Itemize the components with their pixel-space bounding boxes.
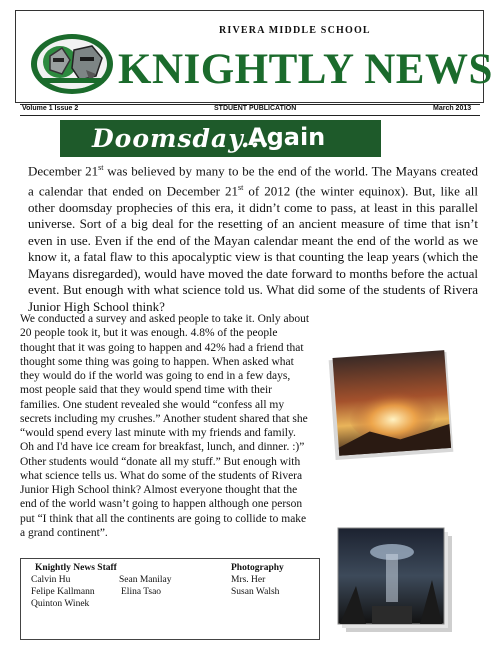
masthead-title: KNIGHTLY NEWS: [118, 46, 493, 93]
issue-info: [20, 105, 480, 115]
intro-text: December 21: [28, 163, 99, 179]
divider: [20, 104, 480, 105]
headline-doomsday: Doomsday...: [92, 124, 271, 153]
staff-box: [20, 558, 320, 640]
headline-again: Again: [248, 123, 326, 151]
intro-paragraph: [28, 160, 478, 315]
staff-name: Elina Tsao: [121, 587, 162, 597]
photographer-name: Susan Walsh: [231, 587, 280, 597]
knight-logo-icon: [30, 30, 114, 96]
photographer-name: Mrs. Her: [231, 575, 266, 585]
intro-text: was believed by many to be the end of the world. The Mayans created a calendar that ended on December 21: [28, 163, 478, 199]
staff-name: Sean Manilay: [119, 575, 172, 585]
staff-name: Quinton Winek: [31, 599, 90, 609]
superscript: st: [98, 163, 104, 172]
dark-scene-image-icon: [336, 526, 458, 640]
article-body: We conducted a survey and asked people to take it. Only about 20 people took it, but it was enough. 4.8% of the people thought that it was going to happen and 42% had a friend that thought some thing was going to happen. When asked what they would do if the world was going to end in a few days, most people said that they would spend time with their families. One student revealed she would “confess all my secrets including my crushes.” Another student shared that she “would spend every last minute with my friends and family. Oh and I'd have ice cream for breakfast, lunch, and dinner. :)” Other students would “donate all my stuff.” But enough with what science tells us. What do some of the students of Rivera Junior High School think? Almost everyone thought that the end of the world wasn’t going to happen although one person put “I think that all the continents are going to collide to make a grand continent”.: [20, 313, 310, 539]
masthead: [15, 10, 493, 103]
staff-name: Calvin Hu: [31, 575, 71, 585]
intro-text: of 2012 (the winter equinox). But, like all other doomsday prophecies of this era, it didn’t come to pass, at least in this parallel universe. Sort of a big deal for the resetting of an ancient measure of time that isn’t even in use. Even if the end of the Mayan calendar meant the end of the world as we know it, a fatal flaw to this apocalyptic view is that counting the leap years (which the Mayans disregarded), would have moved the date forward to months before the actual event. But enough with what science told us. What did some of the students of Rivera Junior High School think?: [28, 183, 478, 314]
headline-banner: [60, 120, 381, 157]
fantasy-photo: [336, 526, 458, 645]
staff-heading: Knightly News Staff: [35, 563, 117, 573]
staff-name: Felipe Kallmann: [31, 587, 95, 597]
divider: [20, 115, 480, 116]
superscript: st: [238, 182, 244, 192]
issue-date: March 2013: [433, 105, 472, 112]
apocalypse-photo: [328, 348, 454, 469]
photography-heading: Photography: [231, 563, 284, 573]
volume-issue: Volume 1 Issue 2: [22, 105, 79, 112]
school-name: RIVERA MIDDLE SCHOOL: [219, 25, 371, 36]
publication-label: STDUENT PUBLICATION: [214, 105, 297, 112]
fire-image-icon: [328, 348, 454, 464]
